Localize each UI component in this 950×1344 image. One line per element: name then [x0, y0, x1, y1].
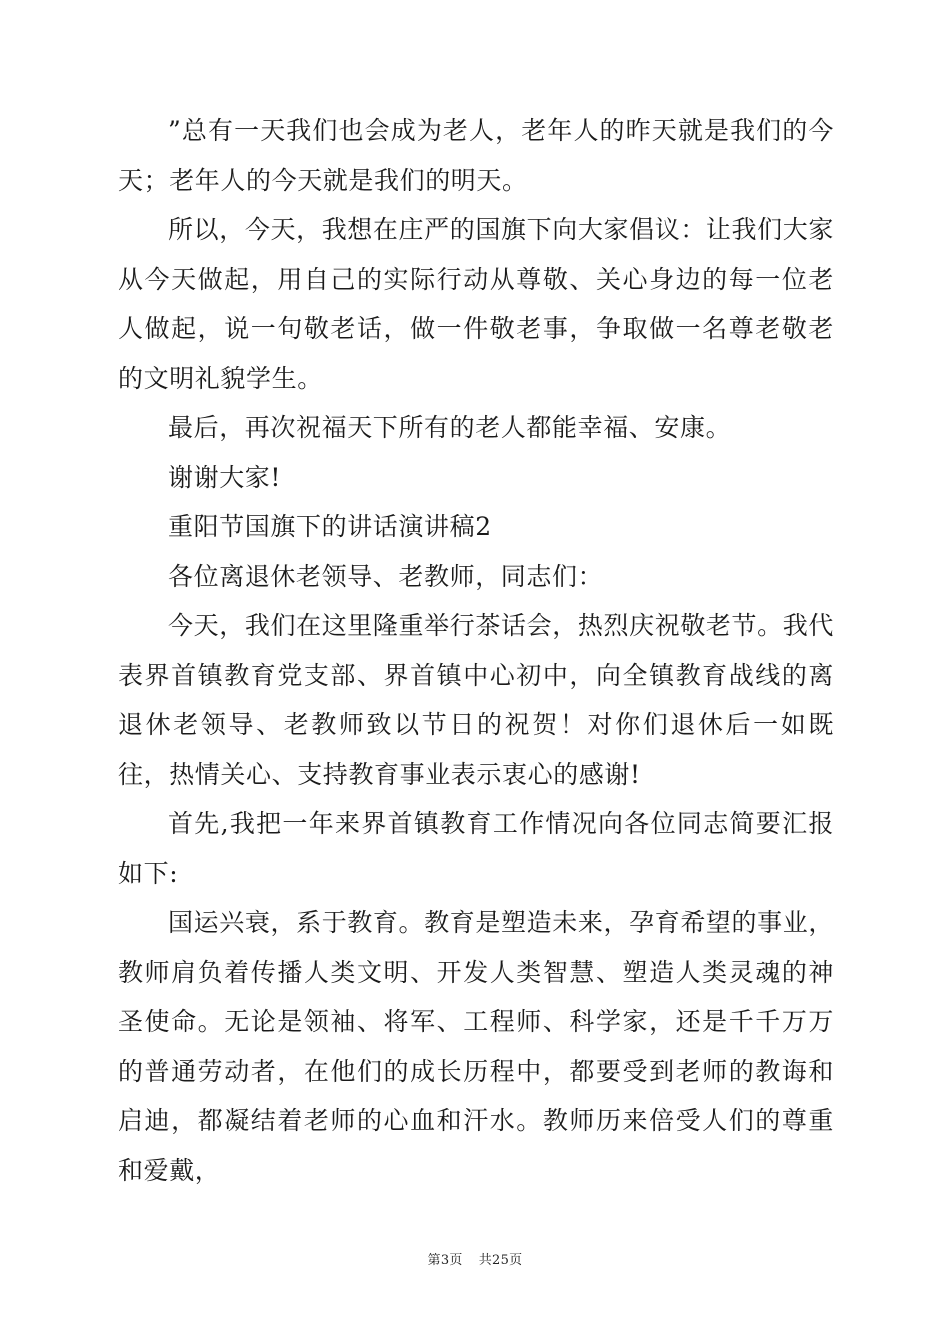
document-body	[118, 106, 834, 1195]
paragraph: 最后，再次祝福天下所有的老人都能幸福、安康。	[168, 413, 732, 442]
paragraph: ”总有一天我们也会成为老人，老年人的昨天就是我们的今天；老年人的今天就是我们的明天。	[118, 116, 834, 195]
paragraph: 今天，我们在这里隆重举行茶话会，热烈庆祝敬老节。我代表界首镇教育党支部、界首镇中心初中，向全镇教育战线的离退休老领导、老教师致以节日的祝贺！对你们退休后一如既往，热情关心、支持教育事业表示衷心的感谢!	[118, 611, 834, 789]
page-number: 第3页	[427, 1253, 463, 1268]
page-footer	[0, 1249, 950, 1268]
paragraph: 国运兴衰，系于教育。教育是塑造未来，孕育希望的事业，教师肩负着传播人类文明、开发人类智慧、塑造人类灵魂的神圣使命。无论是领袖、将军、工程师、科学家，还是千千万万的普通劳动者，在他们的成长历程中，都要受到老师的教诲和启迪，都凝结着老师的心血和汗水。教师历来倍受人们的尊重和爱戴，	[118, 908, 834, 1185]
page-total: 共25页	[478, 1253, 523, 1268]
section-heading: 重阳节国旗下的讲话演讲稿2	[168, 512, 492, 541]
paragraph: 首先,我把一年来界首镇教育工作情况向各位同志简要汇报如下:	[118, 809, 834, 888]
salutation: 各位离退休老领导、老教师，同志们：	[168, 561, 604, 591]
paragraph: 谢谢大家!	[168, 462, 282, 492]
paragraph: 所以，今天，我想在庄严的国旗下向大家倡议：让我们大家从今天做起，用自己的实际行动从尊敬、关心身边的每一位老人做起，说一句敬老话，做一件敬老事，争取做一名尊老敬老的文明礼貌学生。	[118, 215, 834, 393]
